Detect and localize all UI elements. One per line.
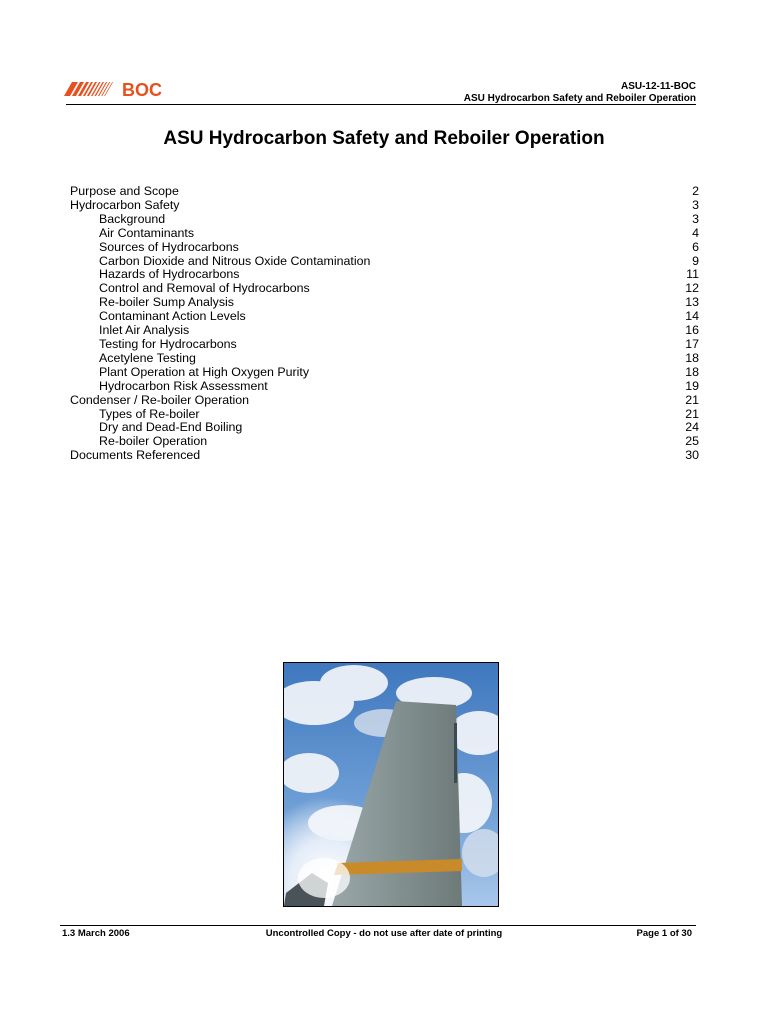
toc-entry-page: 13 [685,295,699,310]
cold-box-photo [284,663,498,906]
footer-page-number: Page 1 of 30 [636,928,692,939]
table-of-contents [70,185,699,463]
toc-entry [70,213,699,227]
doc-id: ASU-12-11-BOC [620,81,696,92]
toc-entry [70,394,699,408]
toc-entry-title: Air Contaminants [99,225,195,240]
toc-entry-title: Plant Operation at High Oxygen Purity [99,364,310,379]
toc-entry-title: Dry and Dead-End Boiling [99,420,243,435]
toc-entry-title: Acetylene Testing [99,350,196,365]
toc-entry [70,199,699,213]
boc-logo [64,80,166,98]
toc-entry [70,296,699,310]
toc-entry-page: 19 [685,378,699,393]
toc-entry-page: 25 [685,434,699,449]
toc-entry-title: Control and Removal of Hydrocarbons [99,281,310,296]
toc-entry [70,310,699,324]
toc-entry [70,268,699,282]
toc-entry-page: 4 [692,225,699,240]
logo-text: BOC [122,80,162,98]
toc-entry-title: Inlet Air Analysis [99,323,190,338]
toc-entry-page: 17 [685,336,699,351]
toc-entry [70,408,699,422]
toc-entry-title: Testing for Hydrocarbons [99,336,237,351]
toc-entry-title: Documents Referenced [70,448,201,463]
footer-revision: 1.3 March 2006 [62,928,130,939]
toc-entry [70,421,699,435]
toc-entry [70,435,699,449]
toc-entry-title: Hydrocarbon Risk Assessment [99,378,268,393]
toc-entry-page: 18 [685,364,699,379]
toc-entry [70,324,699,338]
toc-entry-page: 3 [692,211,699,226]
toc-entry-page: 3 [692,197,699,212]
page-header [464,81,696,105]
toc-entry-title: Re-boiler Sump Analysis [99,295,234,310]
toc-entry-title: Background [99,211,166,226]
toc-entry-title: Sources of Hydrocarbons [99,239,239,254]
toc-entry-title: Condenser / Re-boiler Operation [70,392,250,407]
toc-entry [70,352,699,366]
toc-entry-title: Hazards of Hydrocarbons [99,267,240,282]
header-divider [66,104,696,105]
toc-entry-page: 21 [685,392,699,407]
toc-entry-title: Carbon Dioxide and Nitrous Oxide Contamination [99,253,371,268]
toc-entry-title: Contaminant Action Levels [99,309,246,324]
page-title: ASU Hydrocarbon Safety and Reboiler Operation [163,128,605,149]
toc-entry-title: Types of Re-boiler [99,406,200,421]
toc-entry-page: 9 [692,253,699,268]
toc-entry [70,282,699,296]
toc-entry-title: Re-boiler Operation [99,434,208,449]
toc-entry [70,338,699,352]
toc-entry-page: 12 [685,281,699,296]
header-doc-title: ASU Hydrocarbon Safety and Reboiler Operation [463,93,696,104]
toc-entry-page: 30 [685,448,699,463]
toc-entry [70,366,699,380]
toc-entry [70,185,699,199]
toc-entry-page: 18 [685,350,699,365]
toc-entry-page: 6 [692,239,699,254]
toc-entry [70,255,699,269]
toc-entry-title: Hydrocarbon Safety [70,197,180,212]
toc-entry-page: 16 [685,323,699,338]
footer-notice: Uncontrolled Copy - do not use after date of printing [265,928,503,939]
toc-entry [70,227,699,241]
toc-entry-title: Purpose and Scope [70,184,179,198]
toc-entry-page: 24 [685,420,699,435]
footer-divider [60,925,696,926]
toc-entry-page: 2 [692,184,699,198]
cover-photo [283,662,499,907]
toc-entry [70,449,699,463]
toc-entry [70,380,699,394]
toc-entry-page: 14 [685,309,699,324]
toc-entry-page: 21 [685,406,699,421]
toc-entry-page: 11 [686,267,699,282]
toc-entry [70,241,699,255]
